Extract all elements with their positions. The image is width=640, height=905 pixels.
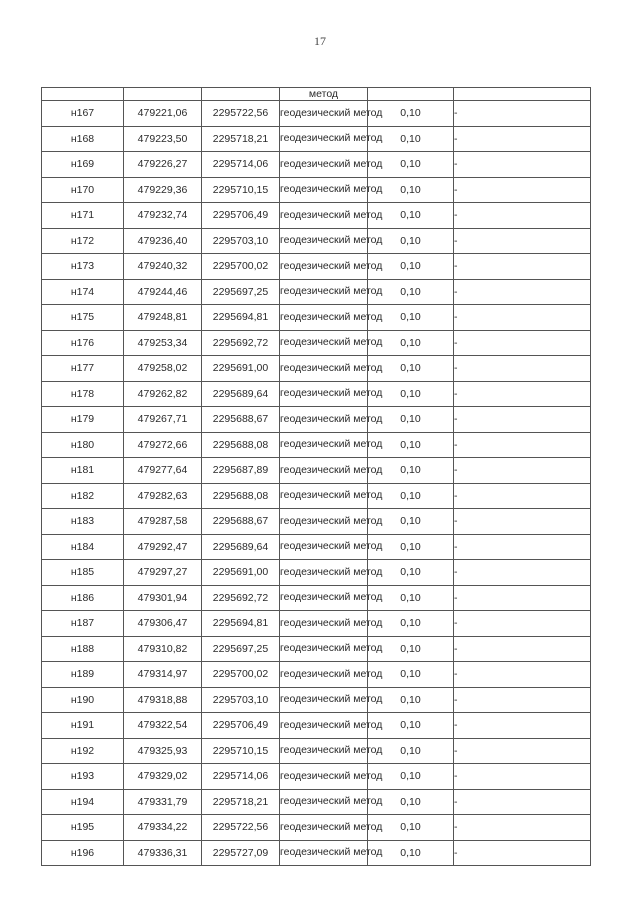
cell-y: 2295688,67 [202,509,280,535]
table-row [42,381,591,407]
cell-formula: - [454,254,591,280]
cell-point: н167 [42,101,124,127]
table-row [42,585,591,611]
cell-method: геодезический метод [280,126,368,152]
cell-accuracy: 0,10 [368,764,454,790]
table-row [42,636,591,662]
table-row [42,101,591,127]
cell-point: н171 [42,203,124,229]
cell-accuracy: 0,10 [368,636,454,662]
table-row [42,305,591,331]
cell-point: н184 [42,534,124,560]
cell-accuracy: 0,10 [368,177,454,203]
cell-x: 479322,54 [124,713,202,739]
cell-y: 2295692,72 [202,330,280,356]
cell-accuracy: 0,10 [368,585,454,611]
cell-accuracy: 0,10 [368,330,454,356]
cell-formula: - [454,560,591,586]
cell-y: 2295688,08 [202,432,280,458]
cell-formula: - [454,356,591,382]
cell-method: геодезический метод [280,228,368,254]
cell-y: 2295688,67 [202,407,280,433]
cell-formula: - [454,305,591,331]
cell-accuracy: 0,10 [368,101,454,127]
cell-x: 479331,79 [124,789,202,815]
table-row [42,738,591,764]
table-row [42,228,591,254]
cell-method: метод [280,88,368,101]
cell-accuracy: 0,10 [368,789,454,815]
cell-point: н194 [42,789,124,815]
cell-point: н170 [42,177,124,203]
table-row [42,560,591,586]
cell-formula: - [454,432,591,458]
cell-formula: - [454,585,591,611]
cell-point: н195 [42,815,124,841]
cell-x: 479236,40 [124,228,202,254]
cell-formula: - [454,713,591,739]
cell-formula: - [454,636,591,662]
cell-y: 2295722,56 [202,101,280,127]
cell-accuracy: 0,10 [368,228,454,254]
cell-accuracy: 0,10 [368,509,454,535]
cell-x: 479301,94 [124,585,202,611]
table-row [42,254,591,280]
cell-point: н187 [42,611,124,637]
table-row [42,432,591,458]
cell-point: н179 [42,407,124,433]
cell-accuracy: 0,10 [368,483,454,509]
table-row [42,815,591,841]
cell-formula: - [454,152,591,178]
cell-y: 2295710,15 [202,177,280,203]
cell-y: 2295727,09 [202,840,280,866]
cell-x: 479232,74 [124,203,202,229]
cell-formula: - [454,126,591,152]
cell-x: 479292,47 [124,534,202,560]
cell-x: 479334,22 [124,815,202,841]
cell-y: 2295714,06 [202,152,280,178]
cell-accuracy: 0,10 [368,534,454,560]
table-row [42,330,591,356]
cell-y: 2295689,64 [202,534,280,560]
cell-method: геодезический метод [280,177,368,203]
cell-accuracy: 0,10 [368,126,454,152]
cell-y: 2295692,72 [202,585,280,611]
cell-x: 479258,02 [124,356,202,382]
cell-y: 2295694,81 [202,611,280,637]
cell-point: н190 [42,687,124,713]
cell-formula: - [454,738,591,764]
continuation-row [42,88,591,101]
cell-point: н188 [42,636,124,662]
cell-point: н182 [42,483,124,509]
cell-point: н173 [42,254,124,280]
cell-accuracy: 0,10 [368,356,454,382]
cell-method: геодезический метод [280,356,368,382]
cell-x: 479223,50 [124,126,202,152]
cell-point: н180 [42,432,124,458]
cell-point: н177 [42,356,124,382]
table-row [42,458,591,484]
table-row [42,509,591,535]
cell-method: геодезический метод [280,789,368,815]
cell-y: 2295706,49 [202,713,280,739]
table-row [42,840,591,866]
table-body [42,88,591,866]
cell-method: геодезический метод [280,687,368,713]
cell-x: 479267,71 [124,407,202,433]
table-row [42,152,591,178]
cell-point: н176 [42,330,124,356]
cell-formula: - [454,509,591,535]
cell-y: 2295722,56 [202,815,280,841]
cell-y: 2295688,08 [202,483,280,509]
cell-x: 479325,93 [124,738,202,764]
cell-x: 479229,36 [124,177,202,203]
table-row [42,407,591,433]
cell-formula: - [454,840,591,866]
table-row [42,203,591,229]
cell-method: геодезический метод [280,509,368,535]
cell-accuracy: 0,10 [368,203,454,229]
cell-method: геодезический метод [280,101,368,127]
table-row [42,713,591,739]
cell-accuracy: 0,10 [368,279,454,305]
cell-method: геодезический метод [280,611,368,637]
cell-method: геодезический метод [280,560,368,586]
cell-accuracy: 0,10 [368,713,454,739]
cell-y: 2295691,00 [202,356,280,382]
cell-accuracy: 0,10 [368,738,454,764]
cell-accuracy: 0,10 [368,687,454,713]
cell-x: 479221,06 [124,101,202,127]
cell-formula: - [454,279,591,305]
cell-formula: - [454,458,591,484]
cell-x: 479240,32 [124,254,202,280]
cell-x: 479297,27 [124,560,202,586]
cell-accuracy: 0,10 [368,662,454,688]
cell-method: геодезический метод [280,483,368,509]
cell-x: 479244,46 [124,279,202,305]
cell-point: н178 [42,381,124,407]
cell-point: н185 [42,560,124,586]
cell-x: 479310,82 [124,636,202,662]
cell-y: 2295691,00 [202,560,280,586]
cell-method: геодезический метод [280,254,368,280]
cell-formula: - [454,228,591,254]
cell-formula: - [454,611,591,637]
cell-method: геодезический метод [280,458,368,484]
cell-point: н191 [42,713,124,739]
table-row [42,662,591,688]
cell-method: геодезический метод [280,305,368,331]
cell-x: 479226,27 [124,152,202,178]
cell-point: н192 [42,738,124,764]
cell-formula [454,88,591,101]
cell-y: 2295718,21 [202,126,280,152]
cell-accuracy: 0,10 [368,432,454,458]
cell-method: геодезический метод [280,662,368,688]
cell-accuracy: 0,10 [368,560,454,586]
cell-accuracy: 0,10 [368,407,454,433]
cell-accuracy: 0,10 [368,815,454,841]
cell-formula: - [454,177,591,203]
cell-x: 479253,34 [124,330,202,356]
cell-accuracy: 0,10 [368,381,454,407]
cell-method: геодезический метод [280,152,368,178]
table-row [42,356,591,382]
cell-point: н193 [42,764,124,790]
cell-method: геодезический метод [280,432,368,458]
cell-y: 2295700,02 [202,254,280,280]
cell-x: 479282,63 [124,483,202,509]
cell-formula: - [454,534,591,560]
cell-formula: - [454,483,591,509]
cell-method: геодезический метод [280,815,368,841]
cell-method: геодезический метод [280,713,368,739]
cell-point: н189 [42,662,124,688]
cell-accuracy: 0,10 [368,305,454,331]
cell-y [202,88,280,101]
cell-x: 479314,97 [124,662,202,688]
cell-point: н169 [42,152,124,178]
cell-y: 2295718,21 [202,789,280,815]
cell-x: 479272,66 [124,432,202,458]
cell-formula: - [454,381,591,407]
cell-y: 2295703,10 [202,687,280,713]
cell-x: 479287,58 [124,509,202,535]
cell-formula: - [454,330,591,356]
cell-y: 2295710,15 [202,738,280,764]
cell-method: геодезический метод [280,381,368,407]
cell-method: геодезический метод [280,279,368,305]
table-row [42,789,591,815]
cell-formula: - [454,687,591,713]
cell-accuracy: 0,10 [368,611,454,637]
cell-formula: - [454,101,591,127]
cell-x: 479336,31 [124,840,202,866]
table-row [42,534,591,560]
cell-y: 2295706,49 [202,203,280,229]
table-row [42,611,591,637]
cell-point: н196 [42,840,124,866]
cell-point: н183 [42,509,124,535]
cell-point: н186 [42,585,124,611]
table-row [42,687,591,713]
cell-point: н168 [42,126,124,152]
cell-point: н174 [42,279,124,305]
cell-formula: - [454,815,591,841]
cell-y: 2295694,81 [202,305,280,331]
table-row [42,483,591,509]
cell-formula: - [454,203,591,229]
cell-x: 479318,88 [124,687,202,713]
table-row [42,279,591,305]
cell-accuracy: 0,10 [368,152,454,178]
page-number: 17 [314,34,326,48]
cell-accuracy: 0,10 [368,458,454,484]
cell-y: 2295700,02 [202,662,280,688]
cell-formula: - [454,764,591,790]
table-row [42,177,591,203]
cell-y: 2295687,89 [202,458,280,484]
cell-method: геодезический метод [280,764,368,790]
cell-x: 479248,81 [124,305,202,331]
cell-method: геодезический метод [280,840,368,866]
cell-point: н175 [42,305,124,331]
cell-y: 2295697,25 [202,279,280,305]
cell-point: н181 [42,458,124,484]
cell-x: 479277,64 [124,458,202,484]
cell-method: геодезический метод [280,407,368,433]
cell-y: 2295689,64 [202,381,280,407]
cell-method: геодезический метод [280,534,368,560]
cell-x [124,88,202,101]
cell-accuracy [368,88,454,101]
cell-x: 479306,47 [124,611,202,637]
cell-method: геодезический метод [280,636,368,662]
cell-accuracy: 0,10 [368,840,454,866]
cell-method: геодезический метод [280,738,368,764]
cell-y: 2295703,10 [202,228,280,254]
table-row [42,126,591,152]
cell-formula: - [454,789,591,815]
cell-method: геодезический метод [280,585,368,611]
cell-point [42,88,124,101]
cell-y: 2295714,06 [202,764,280,790]
cell-method: геодезический метод [280,203,368,229]
cell-x: 479262,82 [124,381,202,407]
cell-formula: - [454,662,591,688]
cell-point: н172 [42,228,124,254]
table-row [42,764,591,790]
cell-x: 479329,02 [124,764,202,790]
coordinates-table [41,87,591,866]
cell-method: геодезический метод [280,330,368,356]
cell-formula: - [454,407,591,433]
cell-accuracy: 0,10 [368,254,454,280]
cell-y: 2295697,25 [202,636,280,662]
